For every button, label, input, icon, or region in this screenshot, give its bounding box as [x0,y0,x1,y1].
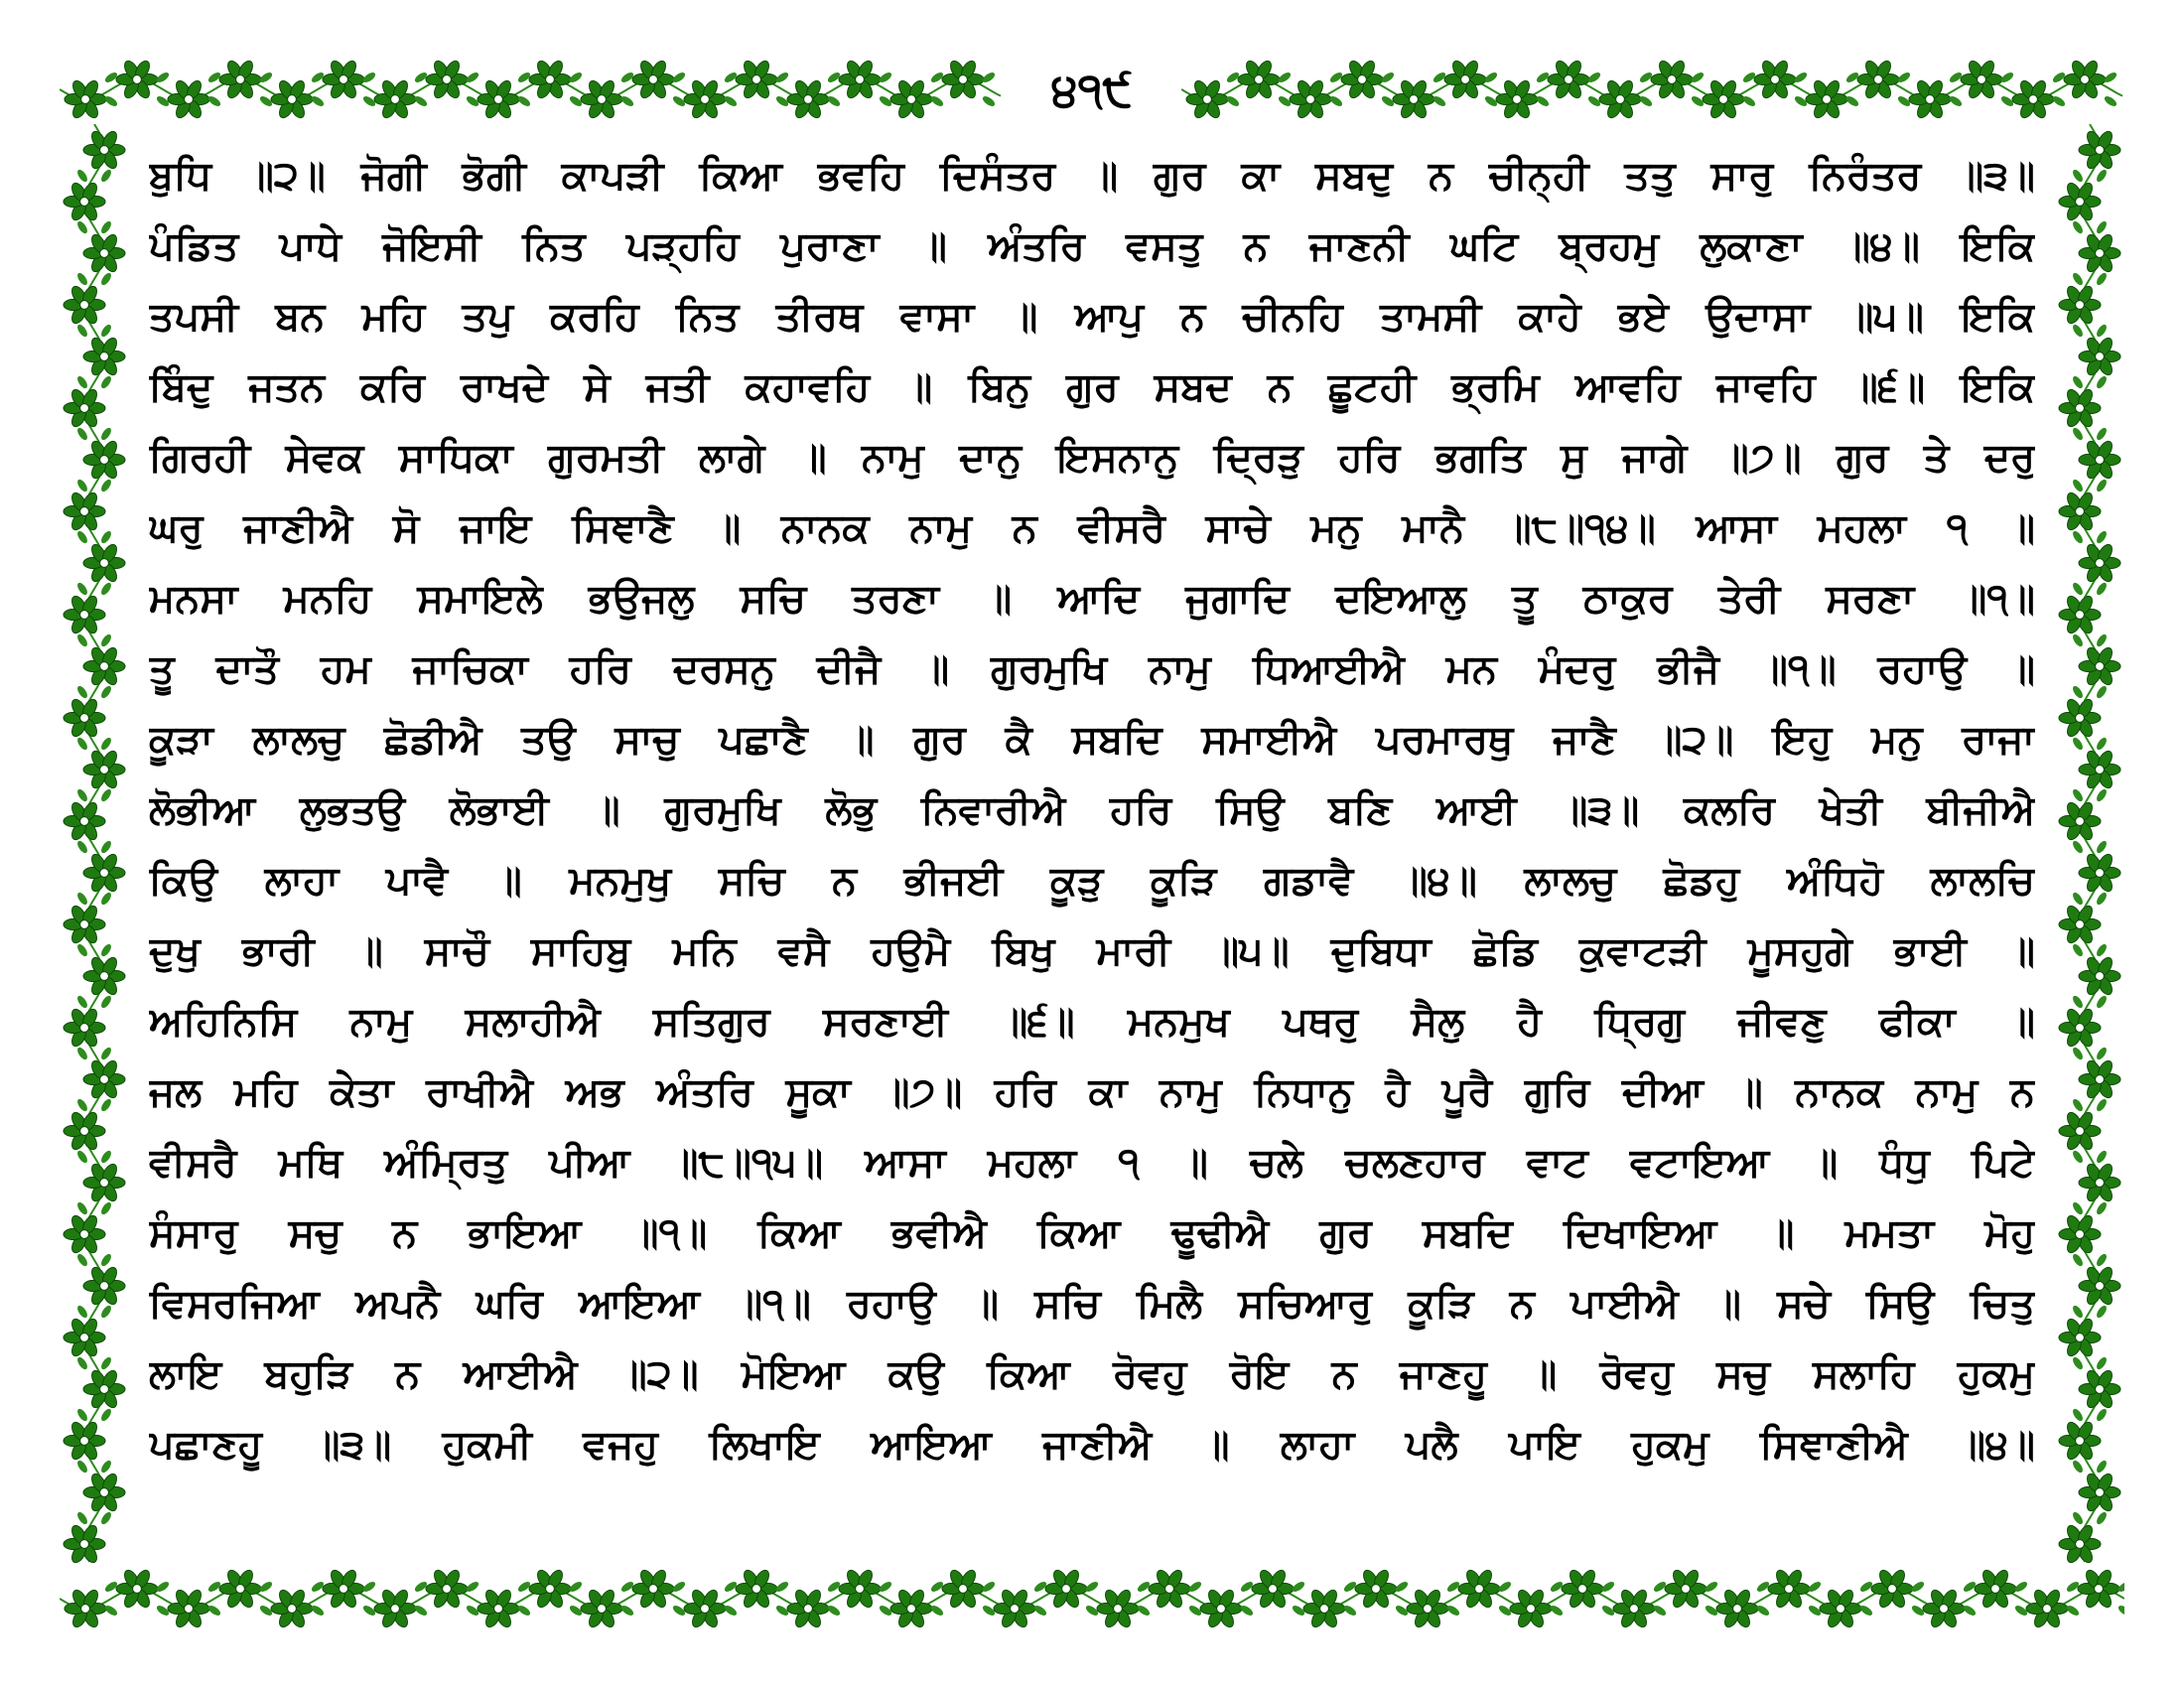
text-line: ਗਿਰਹੀ ਸੇਵਕ ਸਾਧਿਕਾ ਗੁਰਮਤੀ ਲਾਗੇ ॥ ਨਾਮੁ ਦਾਨੁ ਇਸਨਾਨੁ ਦ੍ਰਿੜੁ ਹਰਿ ਭਗਤਿ ਸੁ ਜਾਗੇ ॥੭॥ ਗੁਰ ਤੇ ਦਰੁ [149,435,2035,481]
top-right-flower-border-icon [1181,55,2124,124]
right-flower-border-icon [2055,124,2124,1564]
flower-vine-icon [1181,55,2124,124]
text-line: ਪੰਡਿਤ ਪਾਧੇ ਜੋਇਸੀ ਨਿਤ ਪੜ੍ਹਹਿ ਪੁਰਾਣਾ ॥ ਅੰਤਰਿ ਵਸਤੁ ਨ ਜਾਣਨੀ ਘਟਿ ਬ੍ਰਹਮੁ ਲੁਕਾਣਾ ॥੪॥ ਇਕਿ [149,223,2035,269]
left-flower-border-icon [60,124,129,1564]
text-line: ਤਪਸੀ ਬਨ ਮਹਿ ਤਪੁ ਕਰਹਿ ਨਿਤ ਤੀਰਥ ਵਾਸਾ ॥ ਆਪੁ ਨ ਚੀਨਹਿ ਤਾਮਸੀ ਕਾਹੇ ਭਏ ਉਦਾਸਾ ॥੫॥ ਇਕਿ [149,294,2035,340]
bottom-flower-border-icon [60,1564,2124,1633]
flower-vine-icon [60,124,129,1564]
text-line: ਤੂ ਦਾਤੌ ਹਮ ਜਾਚਿਕਾ ਹਰਿ ਦਰਸਨੁ ਦੀਜੈ ॥ ਗੁਰਮੁਖਿ ਨਾਮੁ ਧਿਆਈਐ ਮਨ ਮੰਦਰੁ ਭੀਜੈ ॥੧॥ ਰਹਾਉ ॥ [149,646,2035,692]
gurbani-text-block [149,141,2035,1551]
page-number: ੪੧੯ [1051,63,1133,116]
text-line: ਬਿੰਦੁ ਜਤਨ ਕਰਿ ਰਾਖਦੇ ਸੇ ਜਤੀ ਕਹਾਵਹਿ ॥ ਬਿਨੁ ਗੁਰ ਸਬਦ ਨ ਛੂਟਹੀ ਭ੍ਰਮਿ ਆਵਹਿ ਜਾਵਹਿ ॥੬॥ ਇਕਿ [149,364,2035,410]
text-line: ਵੀਸਰੈ ਮਥਿ ਅੰਮ੍ਰਿਤੁ ਪੀਆ ॥੮॥੧੫॥ ਆਸਾ ਮਹਲਾ ੧ ॥ ਚਲੇ ਚਲਣਹਾਰ ਵਾਟ ਵਟਾਇਆ ॥ ਧੰਧੁ ਪਿਟੇ [149,1140,2035,1186]
text-line: ਲਾਇ ਬਹੁੜਿ ਨ ਆਈਐ ॥੨॥ ਮੋਇਆ ਕਉ ਕਿਆ ਰੋਵਹੁ ਰੋਇ ਨ ਜਾਣਹੂ ॥ ਰੋਵਹੁ ਸਚੁ ਸਲਾਹਿ ਹੁਕਮੁ [149,1351,2035,1397]
text-line: ਦੁਖੁ ਭਾਰੀ ॥ ਸਾਚੌ ਸਾਹਿਬੁ ਮਨਿ ਵਸੈ ਹਉਮੈ ਬਿਖੁ ਮਾਰੀ ॥੫॥ ਦੁਬਿਧਾ ਛੋਡਿ ਕੁਵਾਟੜੀ ਮੂਸਹੁਗੇ ਭਾਈ ॥ [149,928,2035,974]
flower-vine-icon [60,55,1003,124]
text-line: ਘਰੁ ਜਾਣੀਐ ਸੋ ਜਾਇ ਸਿਞਾਣੈ ॥ ਨਾਨਕ ਨਾਮੁ ਨ ਵੀਸਰੈ ਸਾਚੇ ਮਨੁ ਮਾਨੈ ॥੮॥੧੪॥ ਆਸਾ ਮਹਲਾ ੧ ॥ [149,505,2035,551]
text-line: ਪਛਾਣਹੂ ॥੩॥ ਹੁਕਮੀ ਵਜਹੁ ਲਿਖਾਇ ਆਇਆ ਜਾਣੀਐ ॥ ਲਾਹਾ ਪਲੈ ਪਾਇ ਹੁਕਮੁ ਸਿਞਾਣੀਐ ॥੪॥ [149,1422,2035,1468]
flower-vine-icon [60,1564,2124,1633]
text-line: ਅਹਿਨਿਸਿ ਨਾਮੁ ਸਲਾਹੀਐ ਸਤਿਗੁਰ ਸਰਣਾਈ ॥੬॥ ਮਨਮੁਖ ਪਥਰੁ ਸੈਲੁ ਹੈ ਧ੍ਰਿਗੁ ਜੀਵਣੁ ਫੀਕਾ ॥ [149,999,2035,1045]
text-line: ਵਿਸਰਜਿਆ ਅਪਨੈ ਘਰਿ ਆਇਆ ॥੧॥ ਰਹਾਉ ॥ ਸਚਿ ਮਿਲੈ ਸਚਿਆਰੁ ਕੂੜਿ ਨ ਪਾਈਐ ॥ ਸਚੇ ਸਿਉ ਚਿਤੁ [149,1281,2035,1327]
text-line: ਮਨਸਾ ਮਨਹਿ ਸਮਾਇਲੇ ਭਉਜਲੁ ਸਚਿ ਤਰਣਾ ॥ ਆਦਿ ਜੁਗਾਦਿ ਦਇਆਲੁ ਤੂ ਠਾਕੁਰ ਤੇਰੀ ਸਰਣਾ ॥੧॥ [149,576,2035,622]
text-line: ਬੁਧਿ ॥੨॥ ਜੋਗੀ ਭੋਗੀ ਕਾਪੜੀ ਕਿਆ ਭਵਹਿ ਦਿਸੰਤਰ ॥ ਗੁਰ ਕਾ ਸਬਦੁ ਨ ਚੀਨ੍ਹੀ ਤਤੁ ਸਾਰੁ ਨਿਰੰਤਰ ॥੩॥ [149,153,2035,199]
top-left-flower-border-icon [60,55,1003,124]
text-line: ਲੋਭੀਆ ਲੁਭਤਉ ਲੋਭਾਈ ॥ ਗੁਰਮੁਖਿ ਲੋਭੁ ਨਿਵਾਰੀਐ ਹਰਿ ਸਿਉ ਬਣਿ ਆਈ ॥੩॥ ਕਲਰਿ ਖੇਤੀ ਬੀਜੀਐ [149,787,2035,833]
text-line: ਕੂੜਾ ਲਾਲਚੁ ਛੋਡੀਐ ਤਉ ਸਾਚੁ ਪਛਾਣੈ ॥ ਗੁਰ ਕੈ ਸਬਦਿ ਸਮਾਈਐ ਪਰਮਾਰਥੁ ਜਾਣੈ ॥੨॥ ਇਹੁ ਮਨੁ ਰਾਜਾ [149,717,2035,763]
text-line: ਕਿਉ ਲਾਹਾ ਪਾਵੈ ॥ ਮਨਮੁਖੁ ਸਚਿ ਨ ਭੀਜਈ ਕੂੜੁ ਕੂੜਿ ਗਡਾਵੈ ॥੪॥ ਲਾਲਚੁ ਛੋਡਹੁ ਅੰਧਿਹੋ ਲਾਲਚਿ [149,858,2035,904]
text-line: ਸੰਸਾਰੁ ਸਚੁ ਨ ਭਾਇਆ ॥੧॥ ਕਿਆ ਭਵੀਐ ਕਿਆ ਢੂਢੀਐ ਗੁਰ ਸਬਦਿ ਦਿਖਾਇਆ ॥ ਮਮਤਾ ਮੋਹੁ [149,1210,2035,1256]
flower-vine-icon [2055,124,2124,1564]
text-line: ਜਲ ਮਹਿ ਕੇਤਾ ਰਾਖੀਐ ਅਭ ਅੰਤਰਿ ਸੂਕਾ ॥੭॥ ਹਰਿ ਕਾ ਨਾਮੁ ਨਿਧਾਨੁ ਹੈ ਪੂਰੈ ਗੁਰਿ ਦੀਆ ॥ ਨਾਨਕ ਨਾਮੁ ਨ [149,1069,2035,1115]
